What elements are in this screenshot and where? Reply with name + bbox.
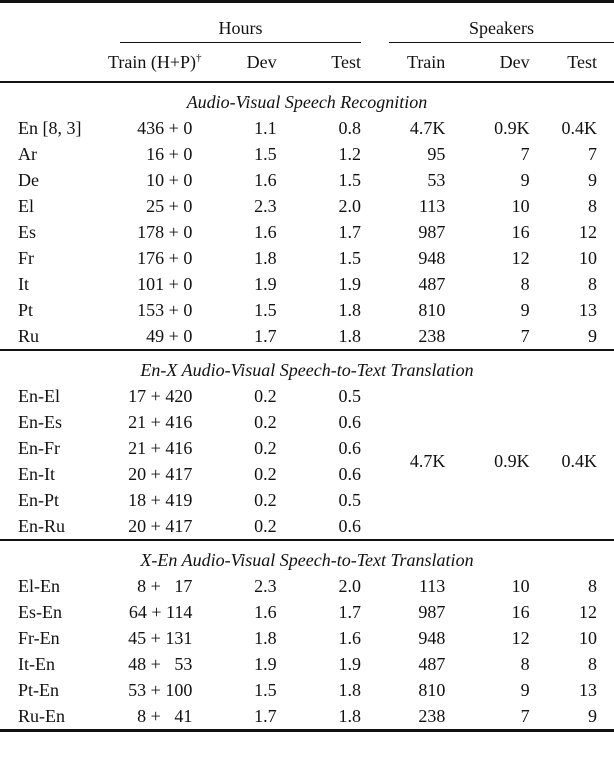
sp-train-cell: 948 [418, 248, 446, 268]
train-cell: 101 + 0 [137, 274, 193, 294]
sp-test-cell: 8 [588, 576, 597, 596]
test-cell: 1.5 [338, 248, 361, 268]
dev-cell: 1.9 [254, 654, 277, 674]
language-cell: Fr [18, 248, 35, 268]
dev-cell: 0.2 [254, 464, 277, 484]
train-cell: 21 + 416 [128, 438, 193, 458]
language-cell: Ru-En [0, 703, 108, 731]
train-cell: 8 + 17 [137, 576, 193, 596]
test-cell: 2.0 [338, 196, 361, 216]
sp-train-cell: 987 [418, 602, 446, 622]
dev-cell: 0.2 [254, 438, 277, 458]
dev-cell: 0.2 [254, 386, 277, 406]
dev-cell: 1.5 [254, 144, 277, 164]
dev-cell: 1.6 [254, 602, 277, 622]
dev-cell: 1.5 [254, 300, 277, 320]
table-row [0, 115, 614, 141]
sp-train-cell: 238 [361, 703, 445, 731]
dev-cell: 1.5 [254, 680, 277, 700]
sp-dev-cell: 16 [511, 602, 530, 622]
section-title: Audio-Visual Speech Recognition [186, 92, 428, 112]
sp-train-cell: 987 [418, 222, 446, 242]
section-title-row [0, 350, 614, 383]
train-cell: 18 + 419 [128, 490, 193, 510]
sp-train-cell: 4.7K [409, 118, 446, 138]
sp-train-cell: 487 [418, 274, 446, 294]
table-row [0, 297, 614, 323]
language-cell: En-Ru [0, 513, 108, 540]
train-cell: 436 + 0 [137, 118, 193, 138]
test-cell: 2.0 [338, 576, 361, 596]
sp-dev-cell: 9 [520, 680, 530, 700]
table-row [0, 599, 614, 625]
test-cell: 0.6 [338, 464, 361, 484]
sp-test-cell: 8 [588, 274, 597, 294]
sp-test-cell: 10 [579, 628, 597, 648]
table-row [0, 219, 614, 245]
dev-cell: 0.2 [254, 412, 277, 432]
table-row [0, 323, 614, 350]
language-cell: En-Es [18, 412, 62, 432]
dev-cell: 1.6 [254, 222, 277, 242]
train-cell: 10 + 0 [146, 170, 193, 190]
train-cell: 49 + 0 [108, 323, 192, 350]
language-cell: Es-En [18, 602, 62, 622]
test-cell: 1.6 [338, 628, 361, 648]
table-row [0, 141, 614, 167]
train-cell: 17 + 420 [128, 386, 193, 406]
col-hours-test: Test [277, 43, 361, 82]
language-cell: En-It [18, 464, 55, 484]
sp-test-cell: 12 [579, 222, 597, 242]
language-cell: De [18, 170, 39, 190]
table-row [0, 703, 614, 731]
col-hours-train: Train (H+P)† [108, 43, 192, 82]
sp-dev-cell: 7 [445, 703, 529, 731]
train-cell: 153 + 0 [137, 300, 193, 320]
table-row [0, 573, 614, 599]
sp-dev-cell: 8 [520, 274, 530, 294]
dev-cell: 2.3 [254, 196, 277, 216]
dev-cell: 1.7 [192, 323, 276, 350]
sp-test-cell: 10 [579, 248, 597, 268]
language-cell: En [8, 3] [18, 118, 82, 138]
test-cell: 0.8 [338, 118, 361, 138]
language-cell: It [18, 274, 29, 294]
sp-test-cell: 9 [588, 170, 597, 190]
sp-train-cell: 810 [418, 300, 446, 320]
sp-dev-cell: 0.9K [494, 118, 530, 138]
train-cell: 16 + 0 [146, 144, 193, 164]
sp-test-cell: 0.4K [561, 118, 597, 138]
table-row [0, 245, 614, 271]
language-cell: El [18, 196, 34, 216]
train-cell: 178 + 0 [137, 222, 193, 242]
sp-test-cell: 13 [579, 680, 597, 700]
train-cell: 20 + 417 [108, 513, 192, 540]
train-cell: 45 + 131 [128, 628, 193, 648]
language-cell: Ru [0, 323, 108, 350]
train-cell: 64 + 114 [128, 602, 193, 622]
train-cell: 48 + 53 [128, 654, 193, 674]
test-cell: 1.8 [277, 323, 361, 350]
test-cell: 0.6 [277, 513, 361, 540]
section-title: En-X Audio-Visual Speech-to-Text Translation [140, 360, 474, 380]
table-row [0, 193, 614, 219]
sp-dev-cell: 10 [511, 196, 530, 216]
language-cell: En-Fr [18, 438, 60, 458]
test-cell: 1.7 [338, 222, 361, 242]
test-cell: 0.6 [338, 438, 361, 458]
dev-cell: 1.8 [254, 628, 277, 648]
shared-sp-train-cell: 4.7K [361, 383, 445, 540]
sp-test-cell: 13 [579, 300, 597, 320]
test-cell: 1.7 [338, 602, 361, 622]
header-group-row [0, 2, 614, 44]
test-cell: 1.8 [338, 680, 361, 700]
section-title-row [0, 540, 614, 573]
sp-train-cell: 95 [427, 144, 446, 164]
test-cell: 0.5 [338, 490, 361, 510]
sp-dev-cell: 10 [511, 576, 530, 596]
sp-test-cell: 9 [530, 703, 614, 731]
sp-dev-cell: 7 [520, 144, 530, 164]
table-body [0, 82, 614, 731]
dev-cell: 1.9 [254, 274, 277, 294]
test-cell: 1.8 [338, 300, 361, 320]
col-speakers-train: Train [361, 43, 445, 82]
language-cell: Pt-En [18, 680, 60, 700]
sp-test-cell: 8 [588, 196, 597, 216]
dev-cell: 1.8 [254, 248, 277, 268]
language-cell: It-En [18, 654, 55, 674]
train-cell: 25 + 0 [146, 196, 193, 216]
train-cell: 8 + 41 [108, 703, 192, 731]
sp-dev-cell: 16 [511, 222, 530, 242]
sp-train-cell: 113 [418, 576, 446, 596]
sp-dev-cell: 8 [520, 654, 530, 674]
sp-train-cell: 810 [418, 680, 446, 700]
sp-train-cell: 53 [427, 170, 446, 190]
language-cell: El-En [18, 576, 60, 596]
table-row [0, 677, 614, 703]
sp-test-cell: 12 [579, 602, 597, 622]
table-row [0, 167, 614, 193]
language-cell: Ar [18, 144, 37, 164]
language-cell: En-Pt [18, 490, 60, 510]
train-cell: 20 + 417 [128, 464, 193, 484]
sp-train-cell: 113 [418, 196, 446, 216]
train-cell: 176 + 0 [137, 248, 193, 268]
sp-test-cell: 9 [530, 323, 614, 350]
test-cell: 1.8 [277, 703, 361, 731]
test-cell: 0.6 [338, 412, 361, 432]
shared-sp-test-cell: 0.4K [530, 383, 614, 540]
train-cell: 53 + 100 [128, 680, 193, 700]
sp-dev-cell: 9 [520, 300, 530, 320]
language-cell: Pt [18, 300, 34, 320]
shared-sp-dev-cell: 0.9K [445, 383, 529, 540]
dev-cell: 0.2 [254, 490, 277, 510]
dev-cell: 1.1 [254, 118, 277, 138]
sp-test-cell: 8 [588, 654, 597, 674]
dev-cell: 1.6 [254, 170, 277, 190]
section-title-row [0, 82, 614, 115]
train-cell: 21 + 416 [128, 412, 193, 432]
sp-dev-cell: 9 [520, 170, 530, 190]
sp-train-cell: 487 [418, 654, 446, 674]
col-hours-dev: Dev [192, 43, 276, 82]
section-title: X-En Audio-Visual Speech-to-Text Translation [140, 550, 474, 570]
sp-train-cell: 238 [361, 323, 445, 350]
language-cell: Es [18, 222, 36, 242]
sp-dev-cell: 12 [511, 628, 530, 648]
header-columns-row [0, 43, 614, 82]
hours-group-header: Hours [108, 2, 361, 44]
sp-train-cell: 948 [418, 628, 446, 648]
dev-cell: 2.3 [254, 576, 277, 596]
test-cell: 1.9 [338, 654, 361, 674]
sp-dev-cell: 7 [445, 323, 529, 350]
dev-cell: 1.7 [192, 703, 276, 731]
table-row [0, 625, 614, 651]
table-row [0, 651, 614, 677]
test-cell: 0.5 [338, 386, 361, 406]
col-speakers-dev: Dev [445, 43, 529, 82]
sp-test-cell: 7 [588, 144, 597, 164]
col-speakers-test: Test [530, 43, 614, 82]
language-cell: Fr-En [18, 628, 60, 648]
test-cell: 1.2 [338, 144, 361, 164]
dev-cell: 0.2 [192, 513, 276, 540]
test-cell: 1.9 [338, 274, 361, 294]
speakers-group-header: Speakers [361, 2, 614, 44]
table-row [0, 383, 614, 409]
table-row [0, 271, 614, 297]
test-cell: 1.5 [338, 170, 361, 190]
language-cell: En-El [18, 386, 60, 406]
sp-dev-cell: 12 [511, 248, 530, 268]
